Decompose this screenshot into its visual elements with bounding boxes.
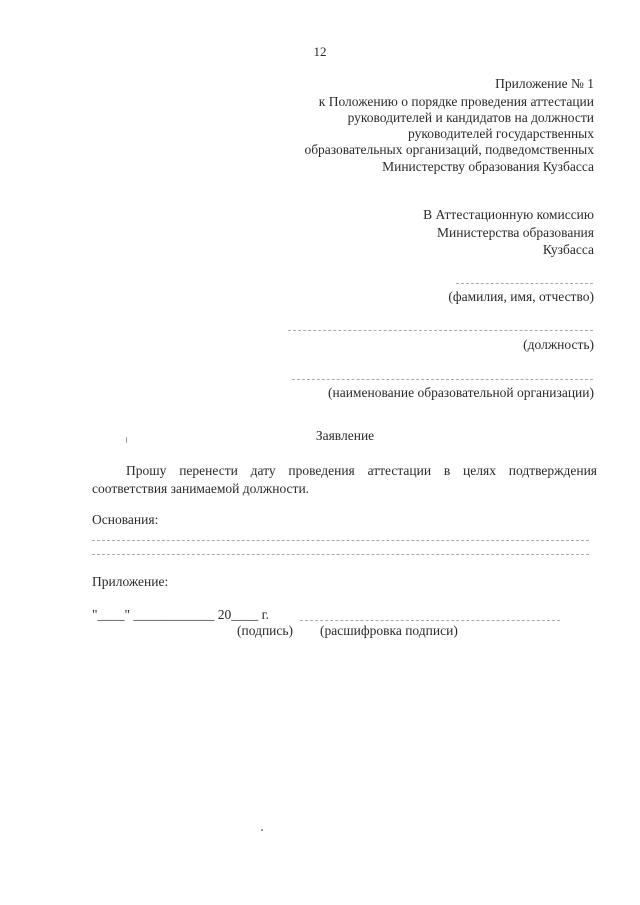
addressee-line: В Аттестационную комиссию: [423, 207, 594, 222]
organization-field-line[interactable]: [292, 379, 593, 380]
appendix-line: руководителей и кандидатов на должности: [347, 110, 594, 125]
grounds-line-1[interactable]: [92, 540, 589, 541]
statement-title: Заявление: [315, 428, 375, 443]
body-line-1: Прошу перенести дату проведения аттестации в целях подтверждения: [126, 463, 597, 478]
fio-caption: (фамилия, имя, отчество): [448, 289, 594, 304]
appendix-line: к Положению о порядке проведения аттестации: [318, 94, 594, 109]
attachment-label: Приложение:: [92, 574, 169, 589]
page-number: 12: [313, 44, 327, 59]
grounds-line-2[interactable]: [92, 554, 589, 555]
organization-caption: (наименование образовательной организации): [328, 385, 594, 400]
position-field-line[interactable]: [288, 330, 593, 331]
decoding-caption: (расшифровка подписи): [320, 623, 458, 638]
statement-body: [92, 462, 597, 498]
position-caption: (должность): [523, 337, 594, 352]
addressee-line: Министерства образования: [437, 225, 594, 240]
appendix-line: руководителей государственных: [408, 126, 594, 141]
scan-speck: [261, 829, 263, 831]
addressee-line: Кузбасса: [542, 242, 594, 257]
fio-field-line[interactable]: [456, 283, 593, 284]
grounds-label: Основания:: [92, 512, 159, 527]
date-field[interactable]: "____" ____________ 20____ г.: [92, 607, 270, 622]
appendix-line: образовательных организаций, подведомственных: [304, 142, 594, 157]
scan-speck: [126, 437, 127, 443]
appendix-line: Министерству образования Кузбасса: [382, 159, 594, 174]
signature-caption: (подпись): [237, 623, 294, 638]
signature-decoding-line[interactable]: [300, 620, 560, 621]
body-line-2: соответствия занимаемой должности.: [92, 481, 310, 496]
appendix-title: Приложение № 1: [495, 76, 594, 91]
